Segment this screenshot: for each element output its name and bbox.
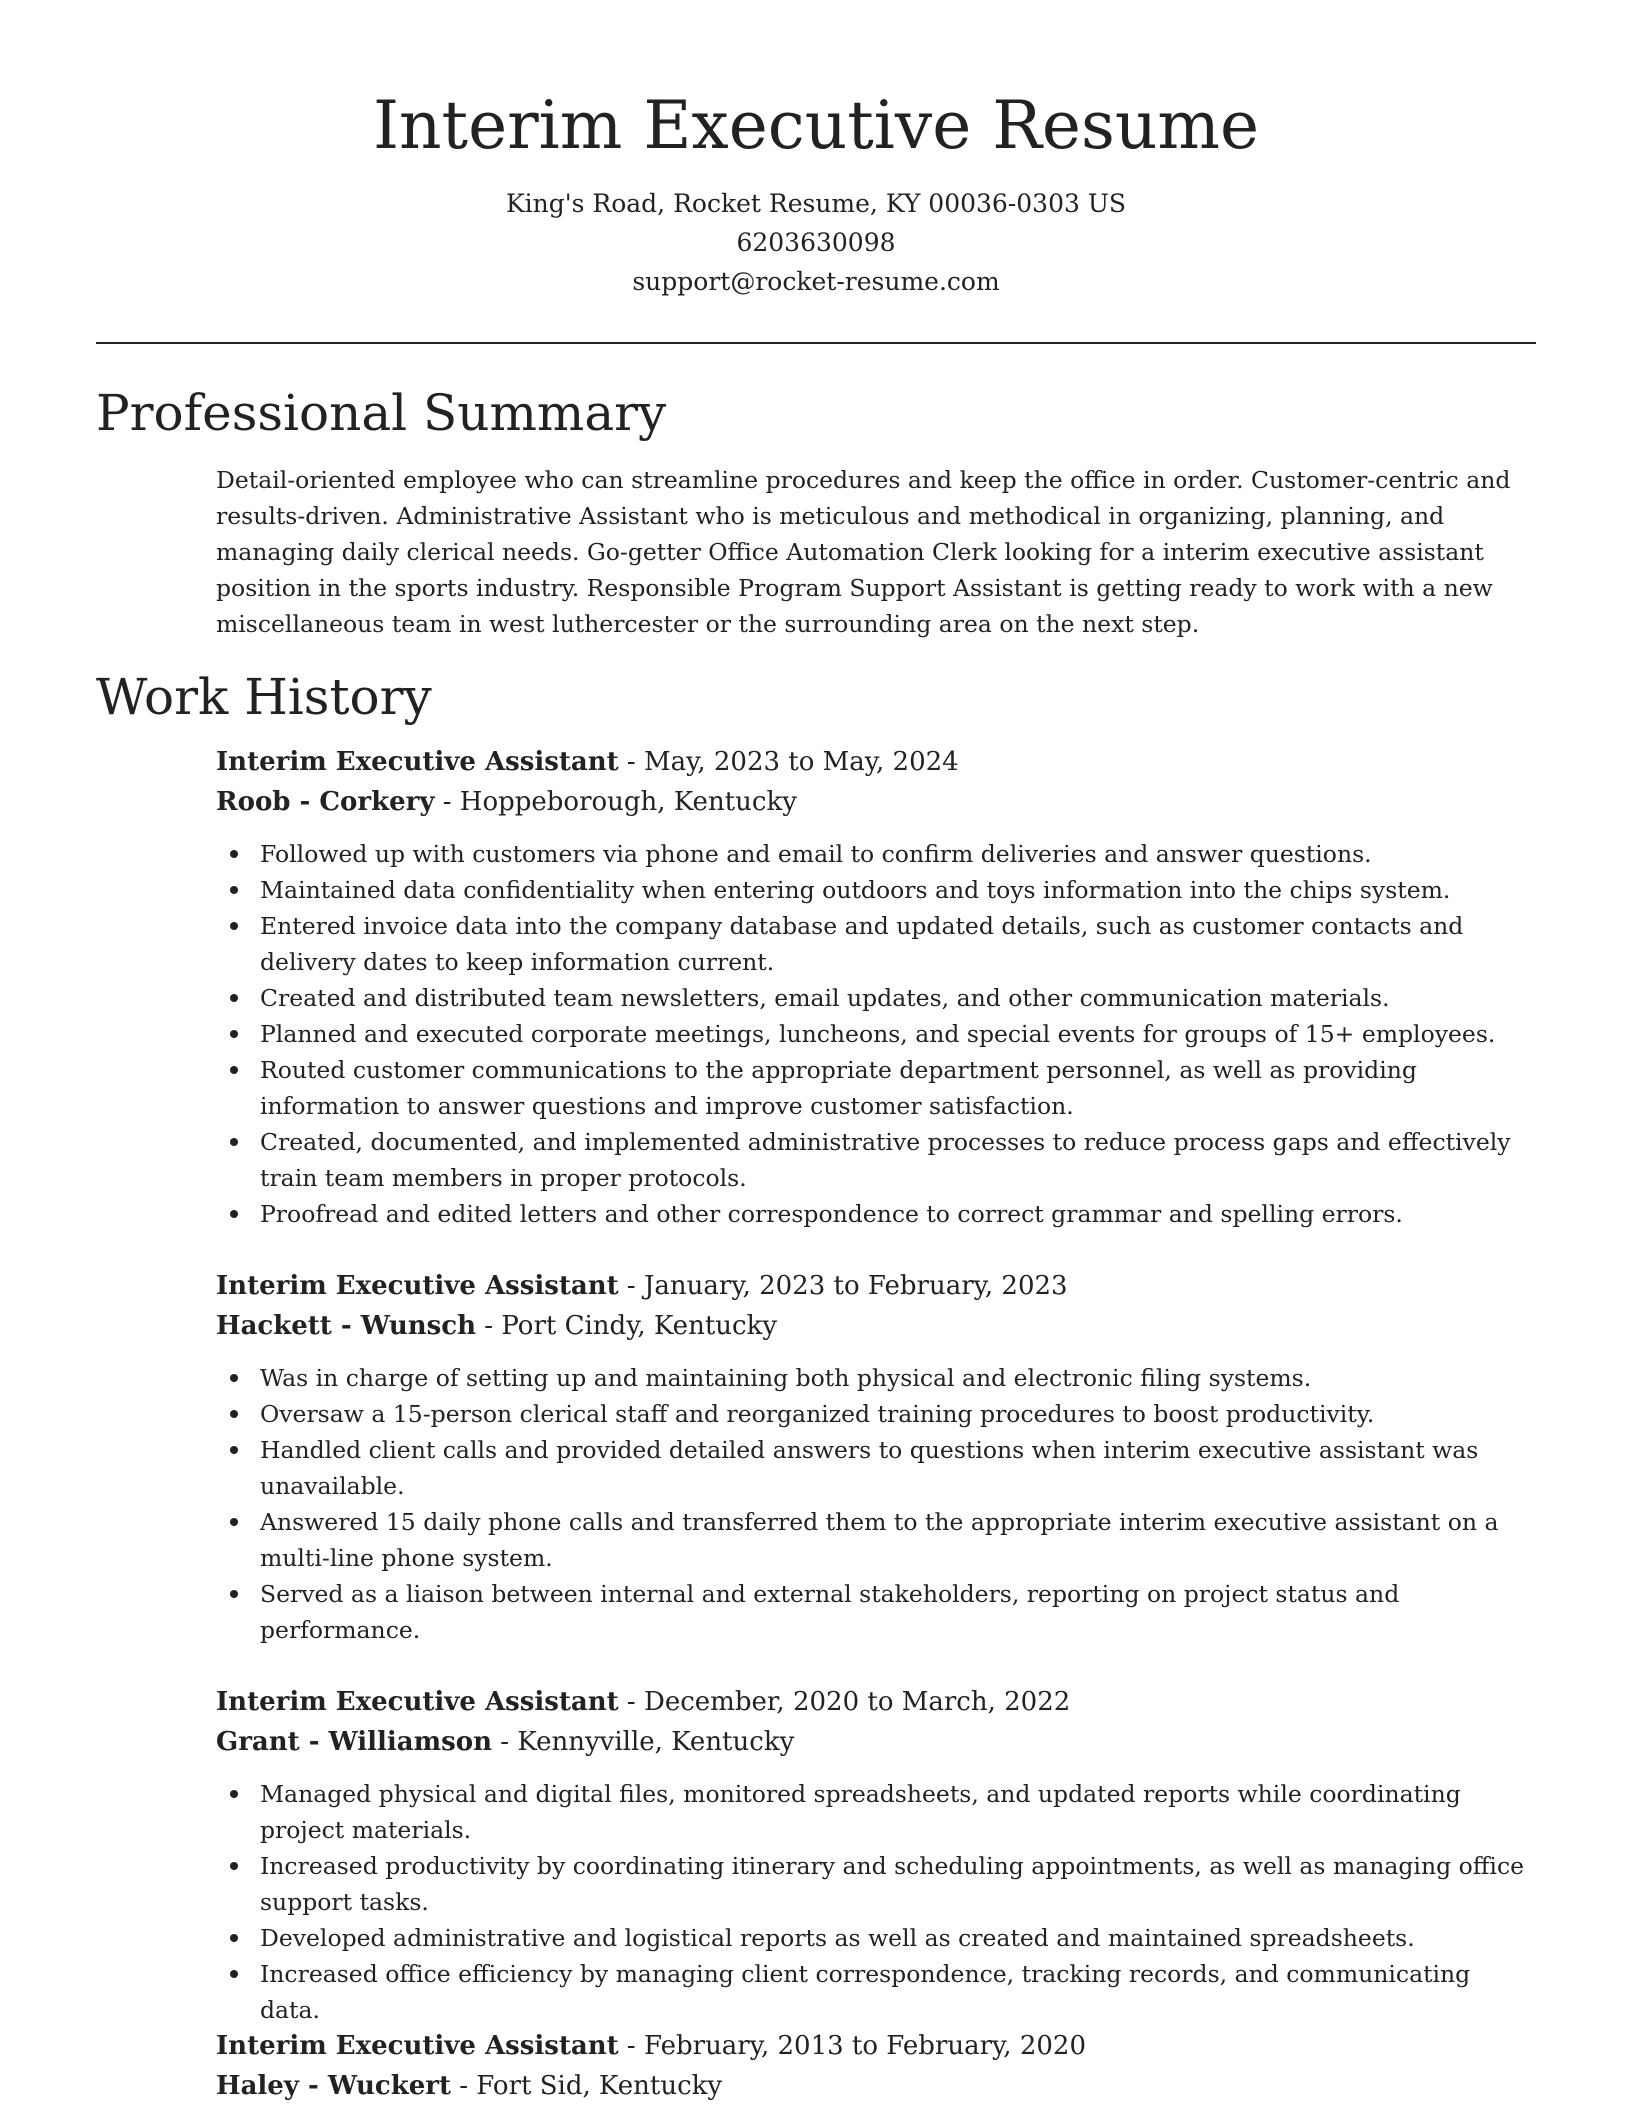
job-dates: - January, 2023 to February, 2023 bbox=[618, 1271, 1068, 1301]
job-dates: - February, 2013 to February, 2020 bbox=[618, 2031, 1086, 2061]
job-title-line bbox=[216, 742, 1536, 782]
job-dates: - December, 2020 to March, 2022 bbox=[618, 1687, 1071, 1717]
list-item bbox=[216, 1776, 1536, 1848]
bullet-icon bbox=[230, 1590, 238, 1598]
job-title-line bbox=[216, 1266, 1536, 1306]
list-item bbox=[216, 1432, 1536, 1504]
list-item bbox=[216, 836, 1536, 872]
job-company: Roob - Corkery bbox=[216, 787, 435, 817]
job-company: Grant - Williamson bbox=[216, 1727, 493, 1757]
job-bullet-list bbox=[216, 1776, 1536, 2028]
summary-text: Detail-oriented employee who can streamline procedures and keep the office in order. Customer-centric and results-driven. Administrative Assistant who is meticulous and methodical in organizing, planning, and managing daily clerical needs. Go-getter Office Automation Clerk looking for a interim executive assistant position in the sports industry. Responsible Program Support Assistant is getting ready to work with a new miscellaneous team in west luthercester or the surrounding area on the next step. bbox=[216, 466, 1511, 638]
list-item bbox=[216, 872, 1536, 908]
list-item bbox=[216, 1396, 1536, 1432]
job-company: Haley - Wuckert bbox=[216, 2071, 451, 2101]
bullet-text: Planned and executed corporate meetings, luncheons, and special events for groups of 15+ employees. bbox=[260, 1020, 1496, 1048]
bullet-text: Created and distributed team newsletters, email updates, and other communication materials. bbox=[260, 984, 1390, 1012]
job-title: Interim Executive Assistant bbox=[216, 747, 619, 777]
bullet-text: Created, documented, and implemented administrative processes to reduce process gaps and effectively train team members in proper protocols. bbox=[260, 1128, 1511, 1192]
job-entry bbox=[216, 2026, 1536, 2106]
job-entry bbox=[216, 1266, 1536, 1648]
list-item bbox=[216, 1504, 1536, 1576]
job-location: - Fort Sid, Kentucky bbox=[450, 2071, 723, 2101]
bullet-text: Routed customer communications to the appropriate department personnel, as well as providing information to answer questions and improve customer satisfaction. bbox=[260, 1056, 1417, 1120]
bullet-text: Increased productivity by coordinating itinerary and scheduling appointments, as well as managing office support tasks. bbox=[260, 1852, 1525, 1916]
list-item bbox=[216, 1124, 1536, 1196]
job-company-line bbox=[216, 1306, 1536, 1346]
list-item bbox=[216, 1576, 1536, 1648]
bullet-text: Handled client calls and provided detailed answers to questions when interim executive assistant was unavailable. bbox=[260, 1436, 1479, 1500]
job-location: - Kennyville, Kentucky bbox=[492, 1727, 795, 1757]
job-location: - Hoppeborough, Kentucky bbox=[434, 787, 797, 817]
resume-header bbox=[96, 78, 1536, 301]
bullet-icon bbox=[230, 994, 238, 1002]
bullet-icon bbox=[230, 1066, 238, 1074]
bullet-text: Oversaw a 15-person clerical staff and reorganized training procedures to boost productivity. bbox=[260, 1400, 1375, 1428]
job-title-line bbox=[216, 1682, 1536, 1722]
resume-title: Interim Executive Resume bbox=[372, 87, 1260, 164]
list-item bbox=[216, 1016, 1536, 1052]
list-item bbox=[216, 908, 1536, 980]
bullet-text: Managed physical and digital files, monitored spreadsheets, and updated reports while coordinating project materials. bbox=[260, 1780, 1461, 1844]
bullet-icon bbox=[230, 922, 238, 930]
bullet-icon bbox=[230, 886, 238, 894]
bullet-icon bbox=[230, 1138, 238, 1146]
job-title-line bbox=[216, 2026, 1536, 2066]
summary-heading: Professional Summary bbox=[96, 384, 667, 442]
bullet-text: Followed up with customers via phone and email to confirm deliveries and answer questions. bbox=[260, 840, 1372, 868]
bullet-text: Developed administrative and logistical reports as well as created and maintained spreadsheets. bbox=[260, 1924, 1415, 1952]
contact-email: support@rocket-resume.com bbox=[632, 267, 1000, 296]
bullet-text: Answered 15 daily phone calls and transferred them to the appropriate interim executive assistant on a multi-line phone system. bbox=[260, 1508, 1499, 1572]
bullet-icon bbox=[230, 1210, 238, 1218]
contact-block bbox=[96, 184, 1536, 301]
bullet-icon bbox=[230, 1446, 238, 1454]
job-company-line bbox=[216, 782, 1536, 822]
bullet-icon bbox=[230, 1518, 238, 1526]
bullet-icon bbox=[230, 1030, 238, 1038]
bullet-text: Maintained data confidentiality when entering outdoors and toys information into the chips system. bbox=[260, 876, 1451, 904]
header-divider bbox=[96, 342, 1536, 344]
job-dates: - May, 2023 to May, 2024 bbox=[618, 747, 959, 777]
bullet-text: Entered invoice data into the company database and updated details, such as customer contacts and delivery dates to keep information current. bbox=[260, 912, 1464, 976]
bullet-icon bbox=[230, 1970, 238, 1978]
bullet-text: Increased office efficiency by managing client correspondence, tracking records, and communicating data. bbox=[260, 1960, 1471, 2024]
bullet-text: Served as a liaison between internal and external stakeholders, reporting on project status and performance. bbox=[260, 1580, 1400, 1644]
job-company-line bbox=[216, 1722, 1536, 1762]
bullet-text: Proofread and edited letters and other correspondence to correct grammar and spelling errors. bbox=[260, 1200, 1403, 1228]
job-title: Interim Executive Assistant bbox=[216, 1271, 619, 1301]
list-item bbox=[216, 1956, 1536, 2028]
bullet-text: Was in charge of setting up and maintaining both physical and electronic filing systems. bbox=[260, 1364, 1312, 1392]
list-item bbox=[216, 1920, 1536, 1956]
bullet-icon bbox=[230, 1790, 238, 1798]
job-entry bbox=[216, 1682, 1536, 2028]
job-company-line bbox=[216, 2066, 1536, 2106]
bullet-icon bbox=[230, 1374, 238, 1382]
bullet-icon bbox=[230, 1862, 238, 1870]
list-item bbox=[216, 1848, 1536, 1920]
bullet-icon bbox=[230, 1934, 238, 1942]
job-company: Hackett - Wunsch bbox=[216, 1311, 477, 1341]
list-item bbox=[216, 1360, 1536, 1396]
list-item bbox=[216, 1052, 1536, 1124]
job-title: Interim Executive Assistant bbox=[216, 1687, 619, 1717]
bullet-icon bbox=[230, 1410, 238, 1418]
bullet-icon bbox=[230, 850, 238, 858]
list-item bbox=[216, 980, 1536, 1016]
job-entry bbox=[216, 742, 1536, 1232]
job-location: - Port Cindy, Kentucky bbox=[476, 1311, 778, 1341]
job-title: Interim Executive Assistant bbox=[216, 2031, 619, 2061]
work-history-heading: Work History bbox=[96, 668, 432, 726]
list-item bbox=[216, 1196, 1536, 1232]
contact-address: King's Road, Rocket Resume, KY 00036-0303 US bbox=[505, 189, 1127, 218]
job-bullet-list bbox=[216, 1360, 1536, 1648]
contact-phone: 6203630098 bbox=[736, 228, 896, 257]
job-bullet-list bbox=[216, 836, 1536, 1232]
